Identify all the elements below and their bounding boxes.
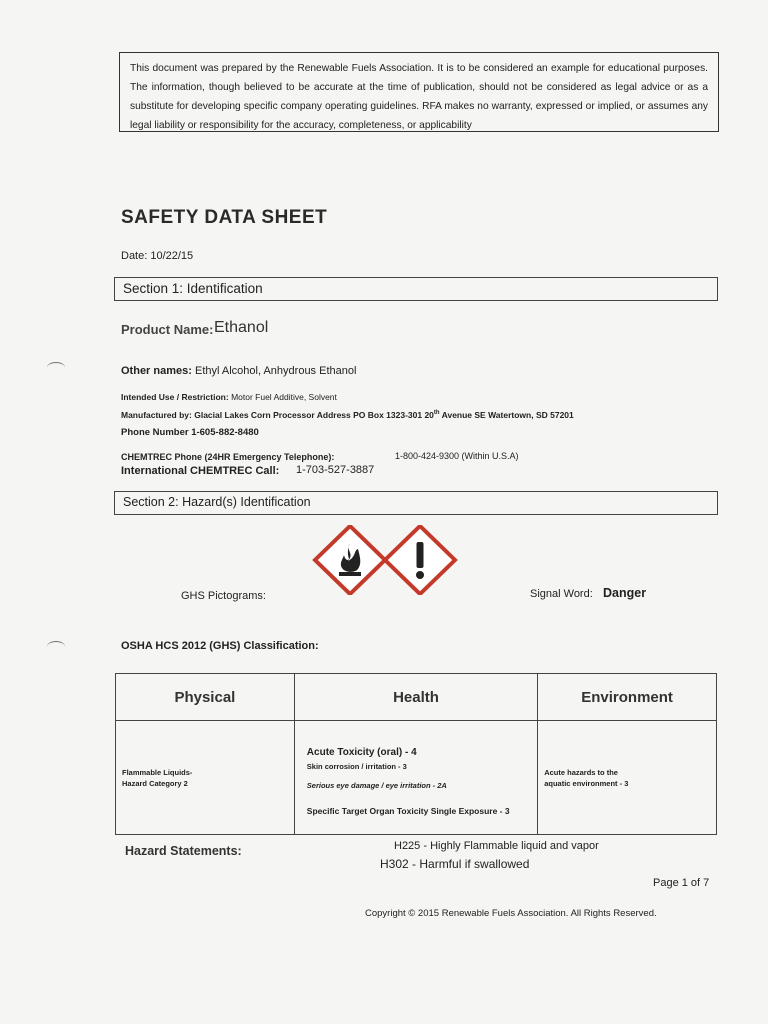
table-row [116,721,717,835]
table-header-row [116,674,717,721]
margin-mark [47,362,65,373]
manufacturer [121,410,574,420]
page-number: Page 1 of 7 [653,877,710,889]
document-date: Date: 10/22/15 [121,250,194,262]
copyright: Copyright © 2015 Renewable Fuels Association. All Rights Reserved. [365,908,657,919]
header-environment: Environment [538,674,717,721]
health-item: Skin corrosion / irritation - 3 [306,762,407,771]
exclamation-icon [385,526,455,594]
intended-use [121,392,337,402]
chemtrec-value: 1-800-424-9300 (Within U.S.A) [395,451,519,461]
other-names-value: Ethyl Alcohol, Anhydrous Ethanol [194,365,357,377]
hazard-statement-item: H302 - Harmful if swallowed [380,857,530,871]
flame-icon [315,526,385,594]
ghs-pictograms [312,525,462,595]
page-title: SAFETY DATA SHEET [121,207,328,228]
hazard-classification-table [115,673,717,835]
intended-use-value: Motor Fuel Additive, Solvent [231,392,337,402]
header-health: Health [294,674,537,721]
phone-number: Phone Number 1-605-882-8480 [121,427,259,438]
margin-mark [47,641,65,652]
signal-word-value: Danger [603,586,647,600]
environment-line: Acute hazards to the [544,767,618,777]
signal-word-label: Signal Word: [530,588,593,600]
physical-line: Flammable Liquids- [122,767,193,777]
intended-use-label: Intended Use / Restriction: [121,392,229,402]
environment-line: aquatic environment - 3 [544,778,629,788]
intl-chemtrec-value: 1-703-527-3887 [296,464,375,476]
chemtrec-label: CHEMTREC Phone (24HR Emergency Telephone): [121,452,335,462]
other-names [121,365,356,377]
health-item: Specific Target Organ Toxicity Single Exposure - 3 [306,806,510,816]
osha-classification-label: OSHA HCS 2012 (GHS) Classification: [121,640,319,652]
hazard-statements-label: Hazard Statements: [125,844,242,858]
other-names-label: Other names: [121,365,192,377]
manufacturer-address-sup: th [433,410,440,417]
product-name-label: Product Name: [121,322,214,337]
product-name-value: Ethanol [214,319,269,336]
manufacturer-address: Glacial Lakes Corn Processor Address PO Box 1323-301 20 [194,410,434,420]
section-1-header: Section 1: Identification [114,277,718,301]
health-item: Serious eye damage / eye irritation - 2A [306,781,447,790]
section-2-header: Section 2: Hazard(s) Identification [114,491,718,515]
environment-cell [538,721,717,835]
health-cell [294,721,537,835]
hazard-statement-item: H225 - Highly Flammable liquid and vapor [394,840,599,852]
intl-chemtrec-label: International CHEMTREC Call: [121,465,280,477]
disclaimer-box: This document was prepared by the Renewable Fuels Association. It is to be considered an example for educational purposes. The information, though believed to be accurate at the time of publication, should not be considered as legal advice or as a substitute for developing specific company operating guidelines. RFA makes no warranty, expressed or implied, or assumes any legal liability or responsibility for the accuracy, completeness, or applicability [119,52,719,132]
physical-line: Hazard Category 2 [122,778,188,788]
manufacturer-label: Manufactured by: [121,410,192,420]
health-item: Acute Toxicity (oral) - 4 [306,747,417,758]
physical-cell [116,721,295,835]
header-physical: Physical [116,674,295,721]
manufacturer-address-cont: Avenue SE Watertown, SD 57201 [439,410,574,420]
ghs-pictograms-label: GHS Pictograms: [181,590,266,602]
